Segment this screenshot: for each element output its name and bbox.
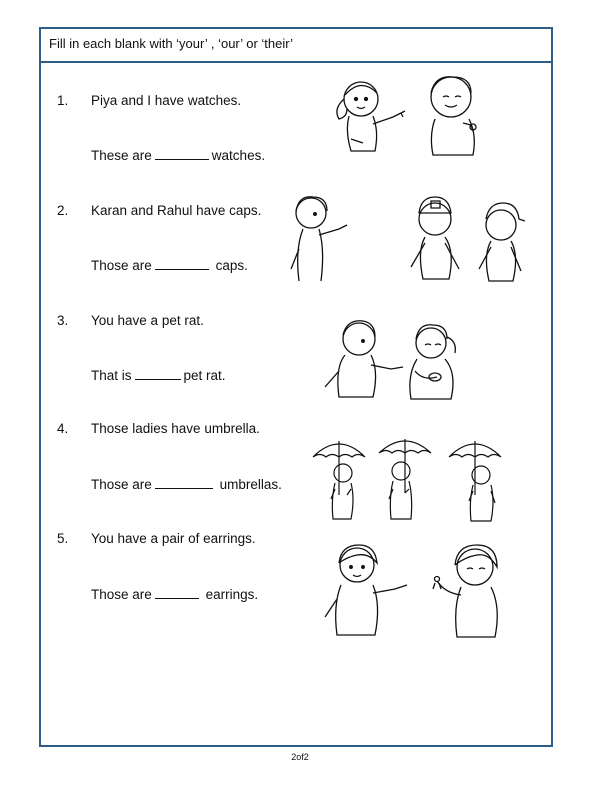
- fill-sentence: That is pet rat.: [91, 368, 226, 383]
- boy-figure: [431, 77, 476, 155]
- answer-blank[interactable]: [155, 147, 209, 160]
- answer-blank[interactable]: [155, 257, 209, 270]
- lady-with-umbrella-1: [313, 441, 365, 519]
- illustration-ladies-with-umbrellas: [309, 435, 509, 525]
- boy-in-cap-1: [411, 197, 459, 279]
- lady-with-umbrella-2: [379, 439, 431, 519]
- illustration-girl-and-boys-in-caps: [285, 189, 525, 289]
- fill-sentence: Those are earrings.: [91, 587, 259, 602]
- question-number: 3.: [57, 313, 69, 328]
- question-number: 2.: [57, 203, 69, 218]
- answer-blank[interactable]: [135, 367, 181, 380]
- boy-figure: [325, 321, 403, 397]
- question-statement: You have a pair of earrings.: [91, 531, 256, 546]
- header-divider: [41, 61, 551, 63]
- question-statement: Karan and Rahul have caps.: [91, 203, 262, 218]
- question-statement: You have a pet rat.: [91, 313, 204, 328]
- fill-sentence: Those are caps.: [91, 258, 248, 273]
- worksheet-frame: [39, 27, 553, 747]
- question-number: 1.: [57, 93, 69, 108]
- boy-in-cap-2: [479, 203, 525, 281]
- fill-sentence: These are watches.: [91, 148, 266, 163]
- woman-figure-1: [325, 545, 407, 635]
- girl-figure: [410, 325, 455, 399]
- illustration-women-with-earrings: [317, 539, 517, 639]
- illustration-boy-and-girl-with-rat: [311, 311, 481, 401]
- page-footer: 2of2: [291, 752, 309, 762]
- illustration-girl-and-boy: [323, 69, 503, 159]
- answer-blank[interactable]: [155, 476, 213, 489]
- girl-figure: [337, 82, 405, 151]
- question-number: 5.: [57, 531, 69, 546]
- question-statement: Piya and I have watches.: [91, 93, 242, 108]
- fill-sentence: Those are umbrellas.: [91, 477, 282, 492]
- instruction: Fill in each blank with ‘your’ , ‘our’ or ‘their’: [49, 36, 293, 51]
- question-number: 4.: [57, 421, 69, 436]
- woman-figure-2: [433, 545, 497, 637]
- lady-with-umbrella-3: [449, 441, 501, 521]
- question-statement: Those ladies have umbrella.: [91, 421, 260, 436]
- answer-blank[interactable]: [155, 586, 199, 599]
- girl-figure: [291, 197, 347, 281]
